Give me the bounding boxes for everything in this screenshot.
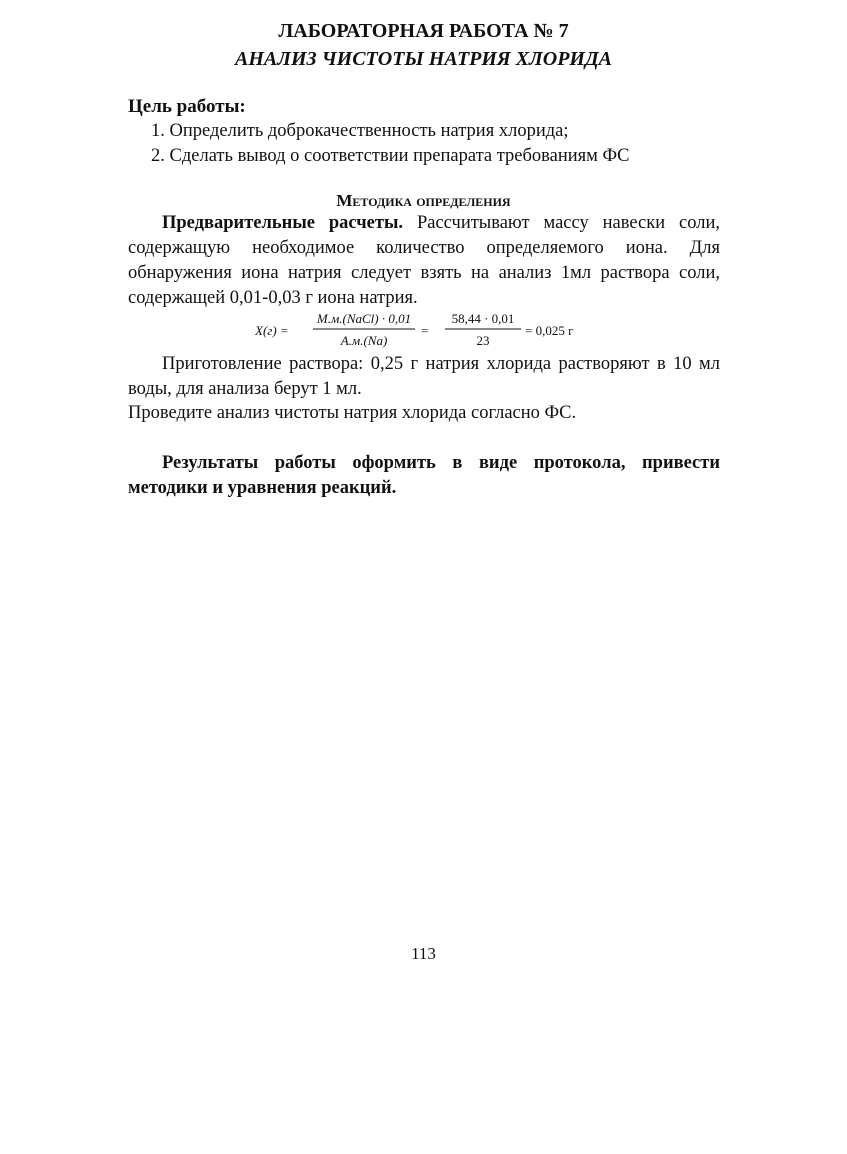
results-instruction: Результаты работы оформить в виде протокола, привести методики и уравнения реакций. — [128, 453, 720, 498]
formula-equals: = — [421, 323, 429, 338]
method-heading: Методика определения — [336, 191, 511, 210]
preliminary-calc-paragraph — [128, 211, 720, 311]
formula-numerator-2: 58,44 · 0,01 — [451, 311, 515, 326]
page-number: 113 — [411, 944, 436, 963]
analysis-instruction: Проведите анализ чистоты натрия хлорида согласно ФС. — [128, 403, 577, 423]
formula-numerator-1: М.м.(NaCl) · 0,01 — [316, 311, 412, 326]
goal-item-1: 1. Определить доброкачественность натрия хлорида; — [151, 121, 569, 141]
lab-title: ЛАБОРАТОРНАЯ РАБОТА № 7 — [278, 20, 569, 42]
mass-formula — [253, 310, 613, 352]
solution-prep-paragraph: Приготовление раствора: 0,25 г натрия хлорида растворяют в 10 мл воды, для анализа берут 1 мл. — [128, 354, 720, 399]
goal-item-2: 2. Сделать вывод о соответствии препарата требованиям ФС — [151, 146, 630, 166]
formula-denominator-1: А.м.(Na) — [340, 333, 388, 348]
preliminary-calc-text: Рассчитывают массу навески соли, содержащую необходимое количество определяемого иона. Для обнаружения иона натрия следует взять на анализ 1мл раствора соли, содержащей 0,01-0,03 г иона натрия. — [128, 213, 721, 308]
formula-denominator-2: 23 — [476, 333, 490, 348]
lab-subtitle: АНАЛИЗ ЧИСТОТЫ НАТРИЯ ХЛОРИДА — [235, 48, 612, 70]
formula-result: = 0,025 г — [525, 323, 574, 338]
goal-heading: Цель работы: — [128, 96, 246, 117]
preliminary-calc-lead: Предварительные расчеты. — [162, 213, 404, 233]
formula-lhs: X(г) = — [255, 323, 289, 338]
